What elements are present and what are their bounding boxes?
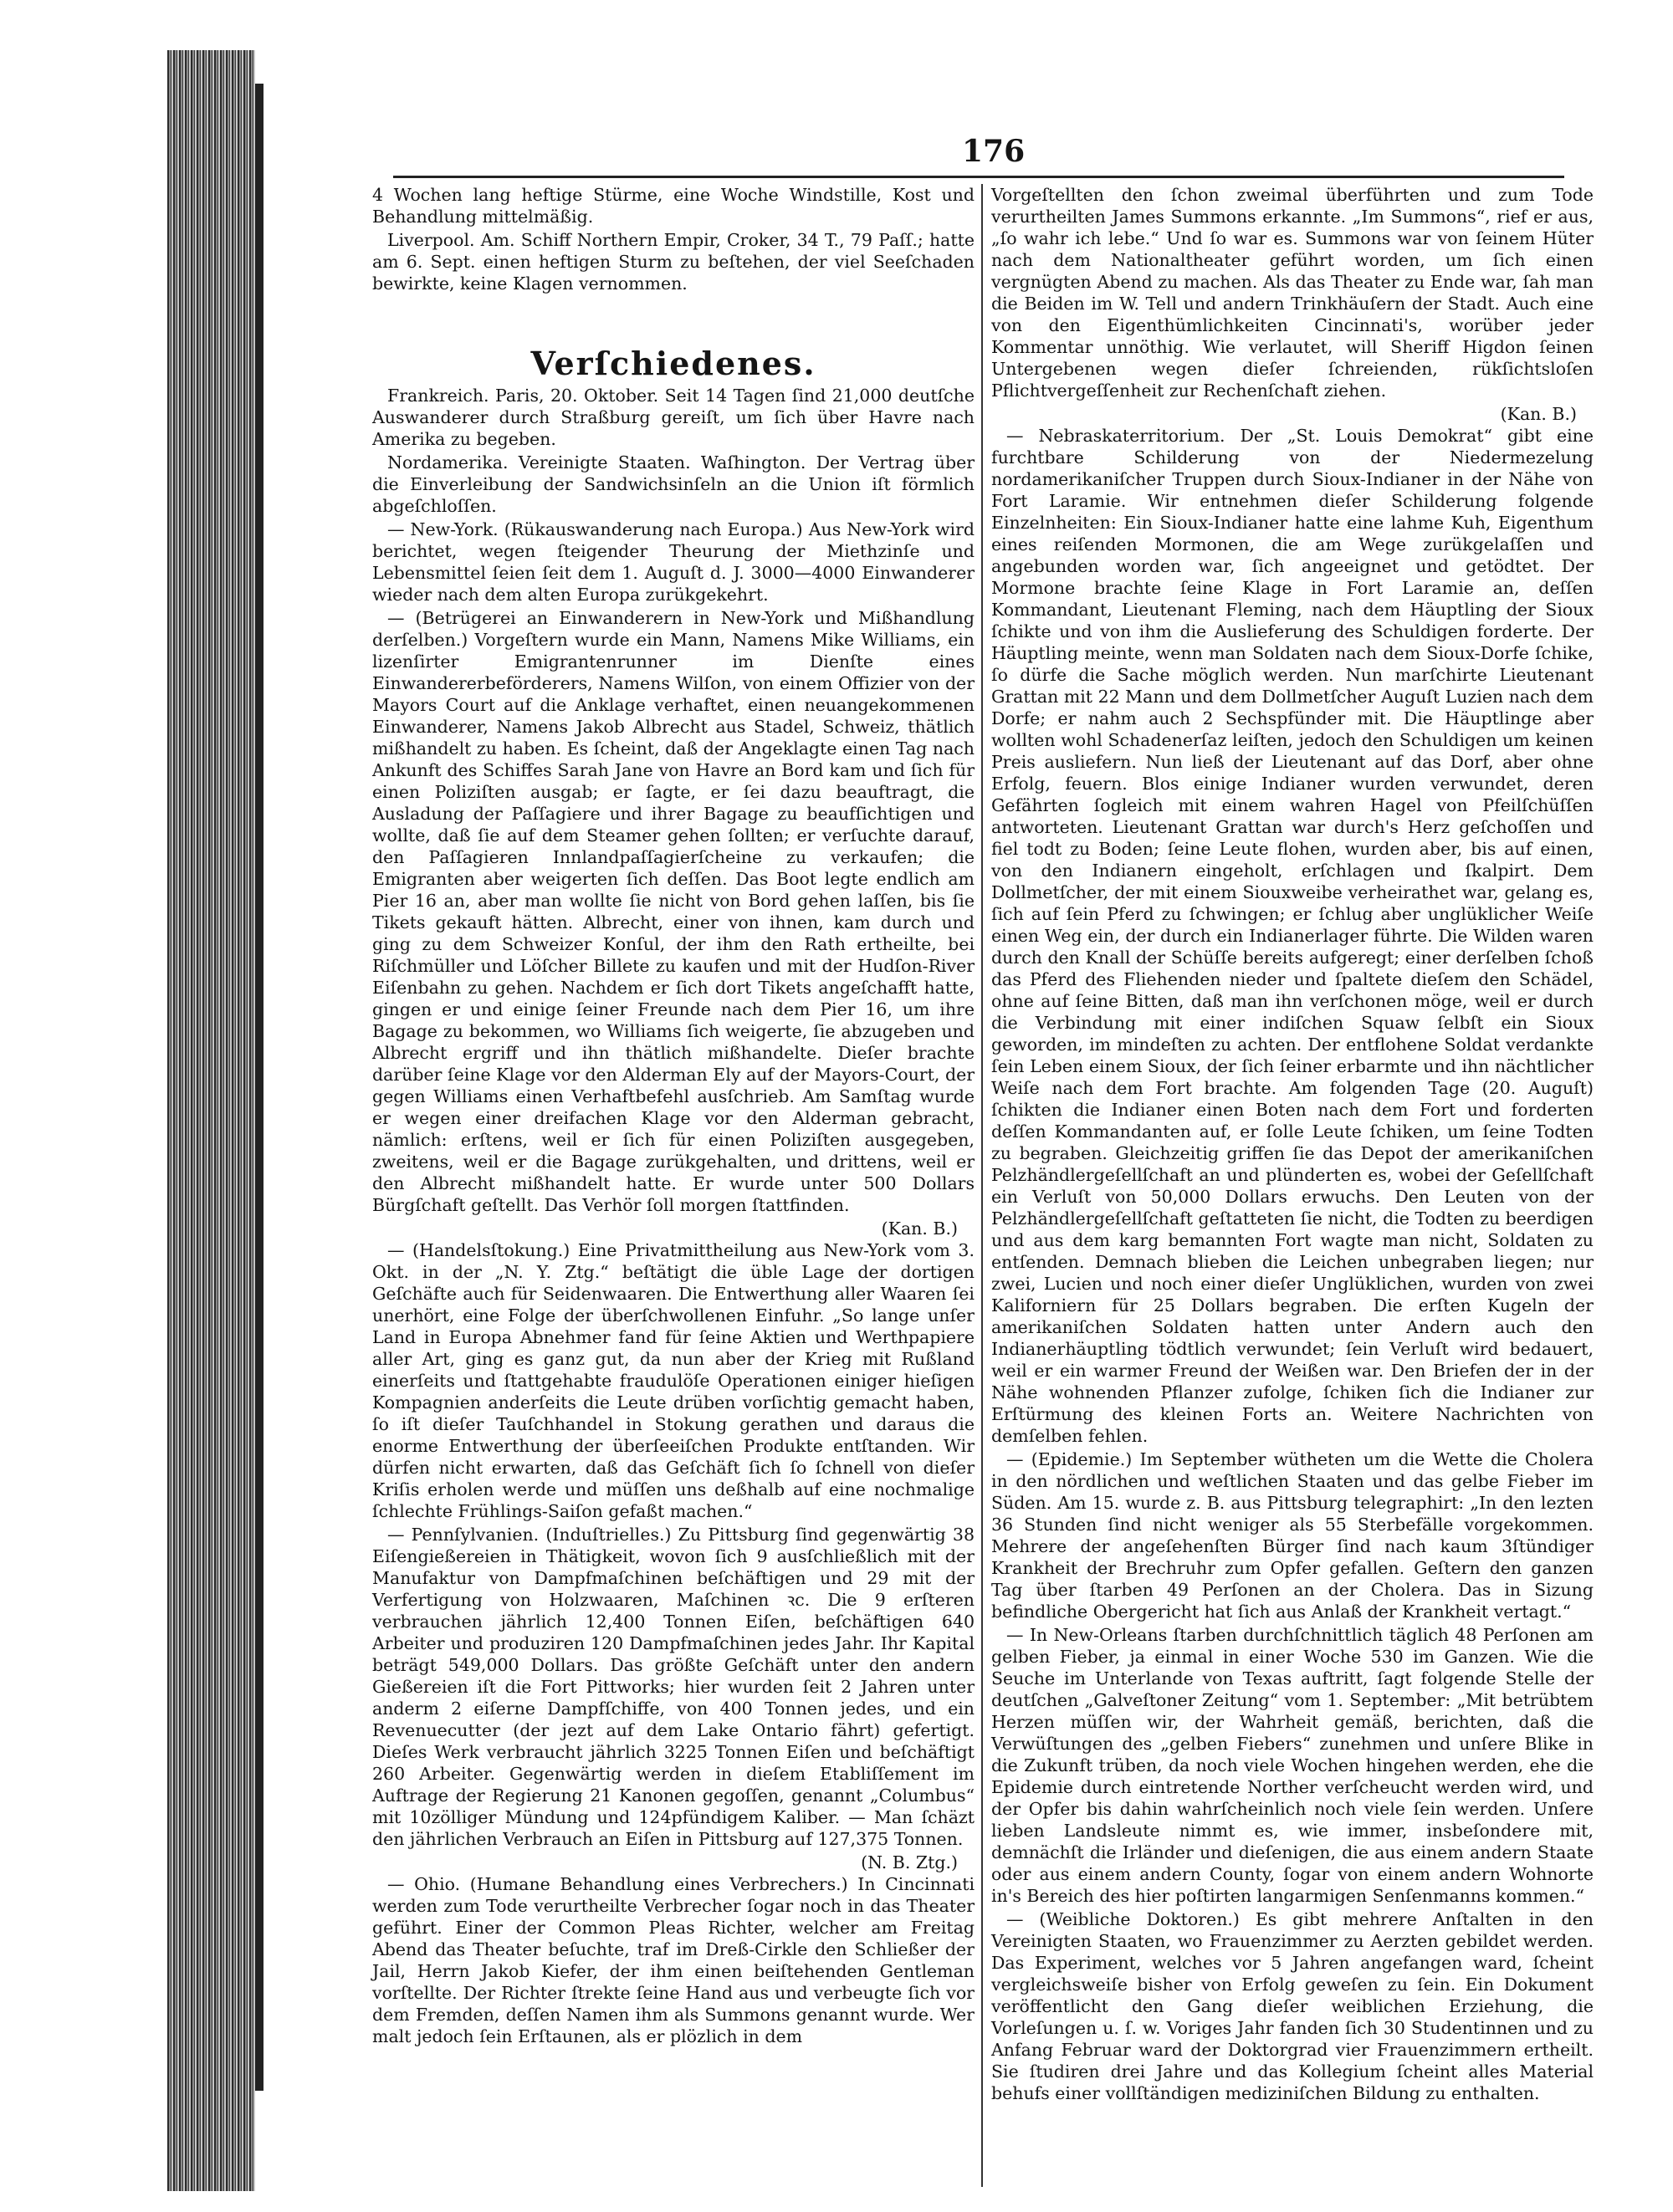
article-new-york-fraud: — (Betrügerei an Einwanderern in New-York und Mißhandlung derſelben.) Vorgeſtern wurde ein Mann, Namens Mike Williams, ein lizenſirter Emigrantenrunner im Dienſte eines Einwandererbeförderers, Namens Wilſon, von einem Offizier von der Mayors Court auf die Anklage verhaftet, einen neuangekommenen Einwanderer, Namens Jakob Albrecht aus Stadel, Schweiz, thätlich mißhandelt zu haben. Es ſcheint, daß der Angeklagte einen Tag nach Ankunft des Schiffes Sarah Jane von Havre an Bord kam und ſich für einen Poliziſten ausgab; er ſagte, er ſei dazu beauftragt, die Ausladung der Paſſagiere und ihrer Bagage zu beaufſichtigen und wollte, daß ſie auf dem Steamer gehen ſollten; er verſuchte darauf, den Paſſagieren Innlandpaſſagierſcheine zu verkaufen; die Emigranten aber weigerten ſich deſſen. Das Boot legte endlich am Pier 16 an, aber man wollte ſie nicht von Bord gehen laſſen, bis ſie Tikets gekauft hätten. Albrecht, einer von ihnen, kam durch und ging zu dem Schweizer Konſul, der ihm den Rath ertheilte, bei Riſchmüller und Löſcher Billete zu kaufen und mit der Hudſon-River Eiſenbahn zu gehen. Nachdem er ſich dort Tikets angeſchafft hatte, gingen er und einige ſeiner Freunde nach dem Pier 16, um ihre Bagage zu bekommen, wo Williams ſich weigerte, ſie abzugeben und Albrecht ergriff und ihn thätlich mißhandelte. Dieſer brachte darüber ſeine Klage vor den Alderman Ely auf der Mayors-Court, der gegen Williams einen Verhaftbefehl ausſchrieb. Am Samſtag wurde er wegen einer dreifachen Klage vor den Alderman gebracht, nämlich: erſtens, weil er ſich für einen Poliziſten ausgegeben, zweitens, weil er die Bagage zurükgehalten, und drittens, weil er den Albrecht mißhandelt hatte. Er wurde unter 500 Dollars Bürgſchaft geſtellt. Das Verhör ſoll morgen ſtattfinden. <box>372 608 975 1215</box>
article-frankreich: Frankreich. Paris, 20. Oktober. Seit 14 Tagen ſind 21,000 deutſche Auswanderer durch Straßburg gereiſt, um ſich über Havre nach Amerika zu begeben. <box>372 386 975 449</box>
article-ohio-continued: Vorgeſtellten den ſchon zweimal überführten und zum Tode verurtheilten James Summons erkannte. „Im Summons“, rief er aus, „ſo wahr ich lebe.“ Und ſo war es. Summons war von ſeinem Hüter nach dem Nationaltheater geführt worden, um ſich einen vergnügten Abend zu machen. Als das Theater zu Ende war, ſah man die Beiden im W. Tell und andern Trinkhäuſern der Stadt. Auch eine von den Eigenthümlichkeiten Cincinnati's, worüber jeder Kommentar unnöthig. Wie verlautet, will Sheriff Higdon ſeinen Untergebenen wegen dieſer ſchreienden, rükſichtsloſen Pflichtvergeſſenheit zur Rechenſchaft ziehen. <box>991 185 1594 401</box>
article-nebraska: — Nebraskaterritorium. Der „St. Louis Demokrat“ gibt eine furchtbare Schilderung von der Niedermezelung nordamerikaniſcher Truppen durch Sioux-Indianer in der Nähe von Fort Laramie. Wir entnehmen dieſer Schilderung folgende Einzelnheiten: Ein Sioux-Indianer hatte eine lahme Kuh, Eigenthum eines reiſenden Mormonen, die am Wege zurükgelaſſen und angebunden worden war, ſich angeeignet und getödtet. Der Mormone brachte ſeine Klage in Fort Laramie an, deſſen Kommandant, Lieutenant Fleming, nach dem Häuptling der Sioux ſchikte und von ihm die Auslieferung des Schuldigen forderte. Der Häuptling meinte, wenn man Soldaten nach dem Sioux-Dorfe ſchike, ſo dürfe die Sache möglich werden. Nun marſchirte Lieutenant Grattan mit 22 Mann und dem Dollmetſcher Auguſt Luzien nach dem Dorfe; er nahm auch 2 Sechspfünder mit. Die Häuptlinge aber wollten wohl Schadenerſaz leiſten, jedoch den Schuldigen um keinen Preis ausliefern. Nun ließ der Lieutenant auf das Dorf, aber ohne Erfolg, feuern. Blos einige Indianer wurden verwundet, deren Gefährten ſogleich mit einem wahren Hagel von Pfeilſchüſſen antworteten. Lieutenant Grattan war durch's Herz geſchoſſen und fiel todt zu Boden; ſeine Leute flohen, wurden aber, bis auf einen, von den Indianern eingeholt, erſchlagen und ſkalpirt. Dem Dollmetſcher, der mit einem Siouxweibe verheirathet war, gelang es, ſich auf ſein Pferd zu ſchwingen; er ſchlug aber unglüklicher Weiſe einen Weg ein, der durch ein Indianerlager führte. Die Wilden waren durch den Knall der Schüſſe bereits aufgeregt; einer derſelben ſchoß das Pferd des Fliehenden nieder und ſpaltete dieſem den Schädel, ohne auf ſeine Bitten, daß man ihn verſchonen möge, weil er durch die Verbindung mit einer indiſchen Squaw ſelbſt ein Sioux geworden, im mindeſten zu achten. Der entflohene Soldat verdankte ſein Leben einem Sioux, der ſich ſeiner erbarmte und ihn nächtlicher Weiſe nach dem Fort brachte. Am folgenden Tage (20. Auguſt) ſchikten die Indianer einen Boten nach dem Fort und forderten deſſen Kommandanten auf, er ſolle Leute ſchiken, um ſeine Todten zu begraben. Gleichzeitig griffen ſie das Depot der amerikaniſchen Pelzhändlergeſellſchaft an und plünderten es, wobei der Geſellſchaft ein Verluſt von 50,000 Dollars erwuchs. Den Leuten von der Pelzhändlergeſellſchaft geſtatteten ſie nicht, die Todten zu beerdigen und aus dem karg bemannten Fort wagte man nicht, Soldaten zu entſenden. Demnach blieben die Leichen unbegraben liegen; nur zwei, Lucien und noch einer dieſer Unglüklichen, wurden von zwei Kaliforniern für 25 Dollars begraben. Die erſten Kugeln der amerikaniſchen Soldaten hatten unter Andern auch den Indianerhäuptling tödtlich verwundet; ſein Verluſt wird bedauert, weil er ein warmer Freund der Weißen war. Den Briefen der in der Nähe wohnenden Pflanzer zufolge, ſchiken ſich die Indianer zur Erſtürmung des kleinen Forts an. Weitere Nachrichten von demſelben fehlen. <box>991 426 1594 1446</box>
left-column <box>372 184 975 2049</box>
page-number: 176 <box>962 134 1026 169</box>
article-pennsylvania: — Pennſylvanien. (Induſtrielles.) Zu Pittsburg ſind gegenwärtig 38 Eiſengießereien in Thätigkeit, wovon ſich 9 ausſchließlich mit der Manufaktur von Dampfmaſchinen beſchäftigen und 29 mit der Verfertigung von Holzwaaren, Maſchinen ꝛc. Die 9 erſteren verbrauchen jährlich 12,400 Tonnen Eiſen, beſchäftigen 640 Arbeiter und produziren 120 Dampfmaſchinen jedes Jahr. Ihr Kapital beträgt 549,000 Dollars. Das größte Geſchäft unter den andern Gießereien iſt die Fort Pittworks; hier wurden ſeit 2 Jahren unter anderm 2 eiſerne Dampfſchiffe, von 400 Tonnen jedes, und ein Revenuecutter (der jezt auf dem Lake Ontario fährt) gefertigt. Dieſes Werk verbraucht jährlich 3225 Tonnen Eiſen und beſchäftigt 260 Arbeiter. Gegenwärtig werden in dieſem Etabliſſement im Auftrage der Regierung 21 Kanonen gegoſſen, genannt „Columbus“ mit 10zölliger Mündung und 124pfündigem Kaliber. — Man ſchäzt den jährlichen Verbrauch an Eiſen in Pittsburg auf 127,375 Tonnen. <box>372 1525 975 1849</box>
signature: (Kan. B.) <box>1500 404 1577 424</box>
section-heading: Verſchiedenes. <box>530 345 816 382</box>
article-new-orleans: — In New-Orleans ſtarben durchſchnittlich täglich 48 Perſonen am gelben Fieber, ja einmal in einer Woche 530 im Ganzen. Wie die Seuche im Unterlande von Texas auftritt, ſagt folgende Stelle der deutſchen „Galveſtoner Zeitung“ vom 1. September: „Mit betrübtem Herzen müſſen wir, der Wahrheit gemäß, berichten, daß die Verwüſtungen des „gelben Fiebers“ zunehmen und unſere Blike in die Zukunft trüben, da noch viele Wochen hingehen werden, ehe die Epidemie durch eintretende Norther verſcheucht werden wird, und der Opfer bis dahin wahrſcheinlich noch viele ſein werden. Unſere lieben Landsleute nimmt es, wie immer, insbeſondere mit, demnächſt die Irländer und dieſenigen, die aus einem andern Staate oder aus einem andern County, ſogar von einem andern Wohnorte in's Bereich des hier poſtirten langarmigen Senſenmanns kommen.“ <box>991 1625 1594 1906</box>
article-nordamerika: Nordamerika. Vereinigte Staaten. Waſhington. Der Vertrag über die Einverleibung der Sandwichsinſeln an die Union iſt förmlich abgeſchloſſen. <box>372 452 975 516</box>
article-female-doctors: — (Weibliche Doktoren.) Es gibt mehrere Anſtalten in den Vereinigten Staaten, wo Frauenzimmer zu Aerzten gebildet werden. Das Experiment, welches vor 5 Jahren angefangen ward, ſcheint vergleichsweiſe bisher von Erfolg geweſen zu ſein. Ein Dokument veröffentlicht den Gang dieſer weiblichen Erziehung, die Vorleſungen u. ſ. w. Voriges Jahr fanden ſich 30 Studentinnen und zu Anfang Februar ward der Doktorgrad vier Frauenzimmern ertheilt. Sie ſtudiren drei Jahre und das Kollegium ſcheint alles Material behufs einer vollſtändigen mediziniſchen Bildung zu enthalten. <box>991 1909 1594 2103</box>
intro-paragraph-2: Liverpool. Am. Schiff Northern Empir, Croker, 34 T., 79 Paſſ.; hatte am 6. Sept. einen heftigen Sturm zu beſtehen, der viel Seeſchaden bewirkte, keine Klagen vernommen. <box>372 230 975 294</box>
signature: (Kan. B.) <box>881 1218 958 1239</box>
article-epidemic: — (Epidemie.) Im September wütheten um die Wette die Cholera in den nördlichen und weſtlichen Staaten und das gelbe Fieber im Süden. Am 15. wurde z. B. aus Pittsburg telegraphirt: „In den lezten 36 Stunden ſind nicht weniger als 55 Sterbefälle vorgekommen. Mehrere der angeſehenſten Bürger ſind nach kaum 3ſtündiger Krankheit der Brechruhr zum Opfer gefallen. Geſtern den ganzen Tag über ſtarben 49 Perſonen an der Cholera. Das in Sizung befindliche Obergericht hat ſich aus Anlaß der Krankheit vertagt.“ <box>991 1449 1594 1622</box>
signature: (N. B. Ztg.) <box>861 1852 958 1872</box>
book-binding-edge <box>167 50 255 2191</box>
article-trade: — (Handelsſtokung.) Eine Privatmittheilung aus New-York vom 3. Okt. in der „N. Y. Ztg.“ beſtätigt die üble Lage der dortigen Geſchäfte auch für Seidenwaaren. Die Entwerthung aller Waaren ſei unerhört, eine Folge der überſchwollenen Einfuhr. „So lange unſer Land in Europa Abnehmer fand für ſeine Aktien und Werthpapiere aller Art, ging es ganz gut, da nun aber der Krieg mit Rußland einerſeits und ſtattgehabte fraudulöſe Operationen einiger hieſigen Kompagnien anderſeits die Leute drüben vorſichtig gemacht haben, ſo iſt dieſer Tauſchhandel in Stokung gerathen und daraus die enorme Entwerthung der überſeeiſchen Produkte entſtanden. Wir dürfen nicht erwarten, daß das Geſchäft ſich ſo ſchnell von dieſer Kriſis erholen werde und müſſen uns deßhalb auf eine nochmalige ſchlechte Frühlings-Saiſon gefaßt machen.“ <box>372 1240 975 1521</box>
article-new-york-return: — New-York. (Rükauswanderung nach Europa.) Aus New-York wird berichtet, wegen ſteigender Theurung der Miethzinſe und Lebensmittel ſeien ſeit dem 1. Auguſt d. J. 3000—4000 Einwanderer wieder nach dem alten Europa zurükgekehrt. <box>372 519 975 605</box>
binding-shadow <box>255 84 263 2091</box>
newspaper-page <box>276 134 1594 2191</box>
article-ohio: — Ohio. (Humane Behandlung eines Verbrechers.) In Cincinnati werden zum Tode verurtheilte Verbrecher ſogar noch in das Theater geführt. Einer der Common Pleas Richter, welcher am Freitag Abend das Theater beſuchte, traf im Dreß-Cirkle den Schließer der Jail, Herrn Jakob Kiefer, der ihm einen beiſtehenden Gentleman vorſtellte. Der Richter ſtrekte ſeine Hand aus und verbeugte ſich vor dem Fremden, deſſen Namen ihm als Summons genannt wurde. Wer malt jedoch ſein Erſtaunen, als er plözlich in dem <box>372 1874 975 2046</box>
intro-paragraph-1: 4 Wochen lang heftige Stürme, eine Woche Windstille, Kost und Behandlung mittelmäßig. <box>372 185 975 227</box>
header-rule <box>393 176 1564 178</box>
right-column <box>991 184 1594 2106</box>
column-divider <box>981 184 983 2187</box>
